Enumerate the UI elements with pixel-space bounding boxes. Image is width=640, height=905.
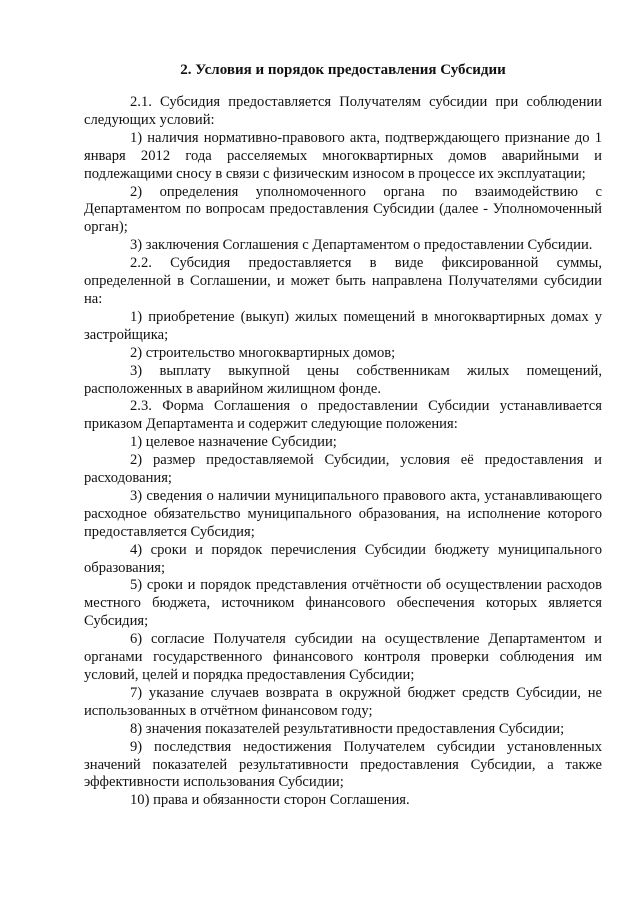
paragraph-2-3-item-9: 9) последствия недостижения Получателем субсидии установленных значений показателей результативности предоставления Субсидии, а также эффективности использования Субсидии; xyxy=(84,738,602,791)
paragraph-2-2: 2.2. Субсидия предоставляется в виде фиксированной суммы, определенной в Соглашении, и может быть направлена Получателями субсидии на: xyxy=(84,255,602,307)
paragraph-2-2-item-1: 1) приобретение (выкуп) жилых помещений в многоквартирных домах у застройщика; xyxy=(84,308,602,343)
paragraph-2-3-item-8: 8) значения показателей результативности предоставления Субсидии; xyxy=(130,720,565,737)
paragraph-2-3-item-1: 1) целевое назначение Субсидии; xyxy=(130,434,337,451)
paragraph-2-1-item-2: 2) определения уполномоченного органа по взаимодействию с Департаментом по вопросам предоставления Субсидии (далее - Уполномоченный орган); xyxy=(84,183,602,236)
paragraph-2-1: 2.1. Субсидия предоставляется Получателям субсидии при соблюдении следующих условий: xyxy=(84,94,602,128)
paragraph-2-3: 2.3. Форма Соглашения о предоставлении Субсидии устанавливается приказом Департамента и содержит следующие положения: xyxy=(84,398,602,433)
paragraph-2-1-item-3: 3) заключения Соглашения с Департаментом о предоставлении Субсидии. xyxy=(130,237,593,254)
paragraph-2-3-item-10: 10) права и обязанности сторон Соглашения. xyxy=(130,792,410,809)
paragraph-2-3-item-4: 4) сроки и порядок перечисления Субсидии бюджету муниципального образования; xyxy=(84,541,602,576)
paragraph-2-3-item-6: 6) согласие Получателя субсидии на осуществление Департаментом и органами государственного финансового контроля проверки соблюдения им условий, целей и порядка предоставления Субсидии; xyxy=(84,631,602,683)
paragraph-2-3-item-5: 5) сроки и порядок представления отчётности об осуществлении расходов местного бюджета, источником финансового обеспечения которых является Субсидия; xyxy=(84,577,602,630)
paragraph-2-2-item-2: 2) строительство многоквартирных домов; xyxy=(130,344,396,361)
paragraph-2-1-item-1: 1) наличия нормативно-правового акта, подтверждающего признание до 1 января 2012 года расселяемых многоквартирных домов аварийными и подлежащими сносу в связи с физическим износом в процессе их эксплуатации; xyxy=(84,129,602,182)
paragraph-2-3-item-7: 7) указание случаев возврата в окружной бюджет средств Субсидии, не использованных в отчётном финансовом году; xyxy=(84,684,602,719)
document-page xyxy=(84,60,602,810)
paragraph-2-2-item-3: 3) выплату выкупной цены собственникам жилых помещений, расположенных в аварийном жилищном фонде. xyxy=(84,362,602,397)
section-heading: 2. Условия и порядок предоставления Субсидии xyxy=(180,62,506,78)
paragraph-2-3-item-2: 2) размер предоставляемой Субсидии, условия её предоставления и расходования; xyxy=(84,452,602,487)
paragraph-2-3-item-3: 3) сведения о наличии муниципального правового акта, устанавливающего расходное обязательство муниципального образования, на исполнение которого предоставляется Субсидия; xyxy=(84,487,602,540)
